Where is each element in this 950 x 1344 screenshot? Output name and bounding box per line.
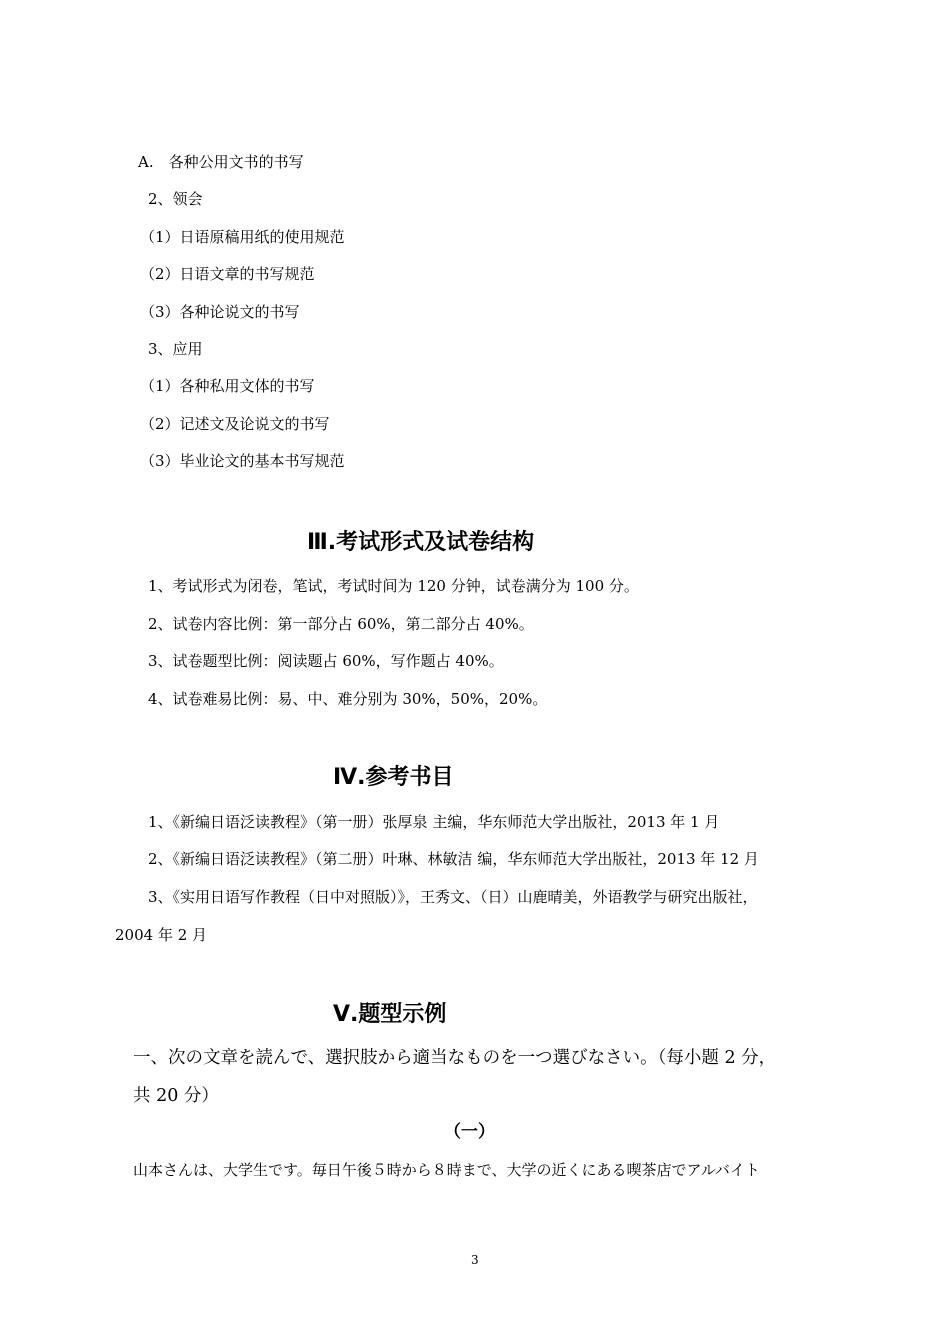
apply-title: 3、应用 [148,340,203,358]
understand-item-3: （3）各种论说文的书写 [140,303,300,321]
passage-line-1: 山本さんは、大学生です。毎日午後５時から８時まで、大学の近くにある喫茶店でアルバイト [133,1161,760,1179]
section3-item-1: 1、考试形式为闭卷，笔试，考试时间为 120 分钟，试卷满分为 100 分。 [148,577,639,595]
section5-heading: Ⅴ.题型示例 [333,1002,447,1027]
apply-item-3: （3）毕业论文的基本书写规范 [140,452,345,470]
section4-item-1: 1、《新编日语泛读教程》（第一册）张厚泉 主编，华东师范大学出版社，2013 年 1 月 [148,813,720,831]
section4-item-3: 3、《实用日语写作教程（日中对照版）》，王秀文、（日）山鹿晴美，外语教学与研究出版社， [148,888,758,906]
understand-title: 2、领会 [148,190,203,208]
understand-item-1: （1）日语原稿用纸的使用规范 [140,228,345,246]
section3-item-4: 4、试卷难易比例：易、中、难分别为 30%，50%，20%。 [148,690,548,708]
section4-item-3-continued: 2004 年 2 月 [115,926,208,944]
section3-item-2: 2、试卷内容比例：第一部分占 60%，第二部分占 40%。 [148,615,534,633]
writing-item-a: A. 各种公用文书的书写 [138,153,304,171]
apply-item-2: （2）记述文及论说文的书写 [140,415,330,433]
page-number: 3 [471,1253,479,1267]
understand-item-2: （2）日语文章的书写规范 [140,265,315,283]
section4-item-2: 2、《新编日语泛读教程》（第二册）叶琳、林敏洁 编，华东师范大学出版社，2013 年 12 月 [148,850,759,868]
section3-item-3: 3、试卷题型比例：阅读题占 60%，写作题占 40%。 [148,652,504,670]
section4-heading: Ⅳ.参考书目 [333,765,454,790]
apply-item-1: （1）各种私用文体的书写 [140,377,315,395]
section3-heading: Ⅲ.考试形式及试卷结构 [307,530,535,555]
section5-instruction-line-1: 一、次の文章を読んで、選択肢から適当なものを一つ選びなさい。（每小题 2 分， [133,1048,777,1068]
passage-subtitle: （一） [444,1122,495,1142]
section5-instruction-line-2: 共 20 分） [133,1086,219,1106]
